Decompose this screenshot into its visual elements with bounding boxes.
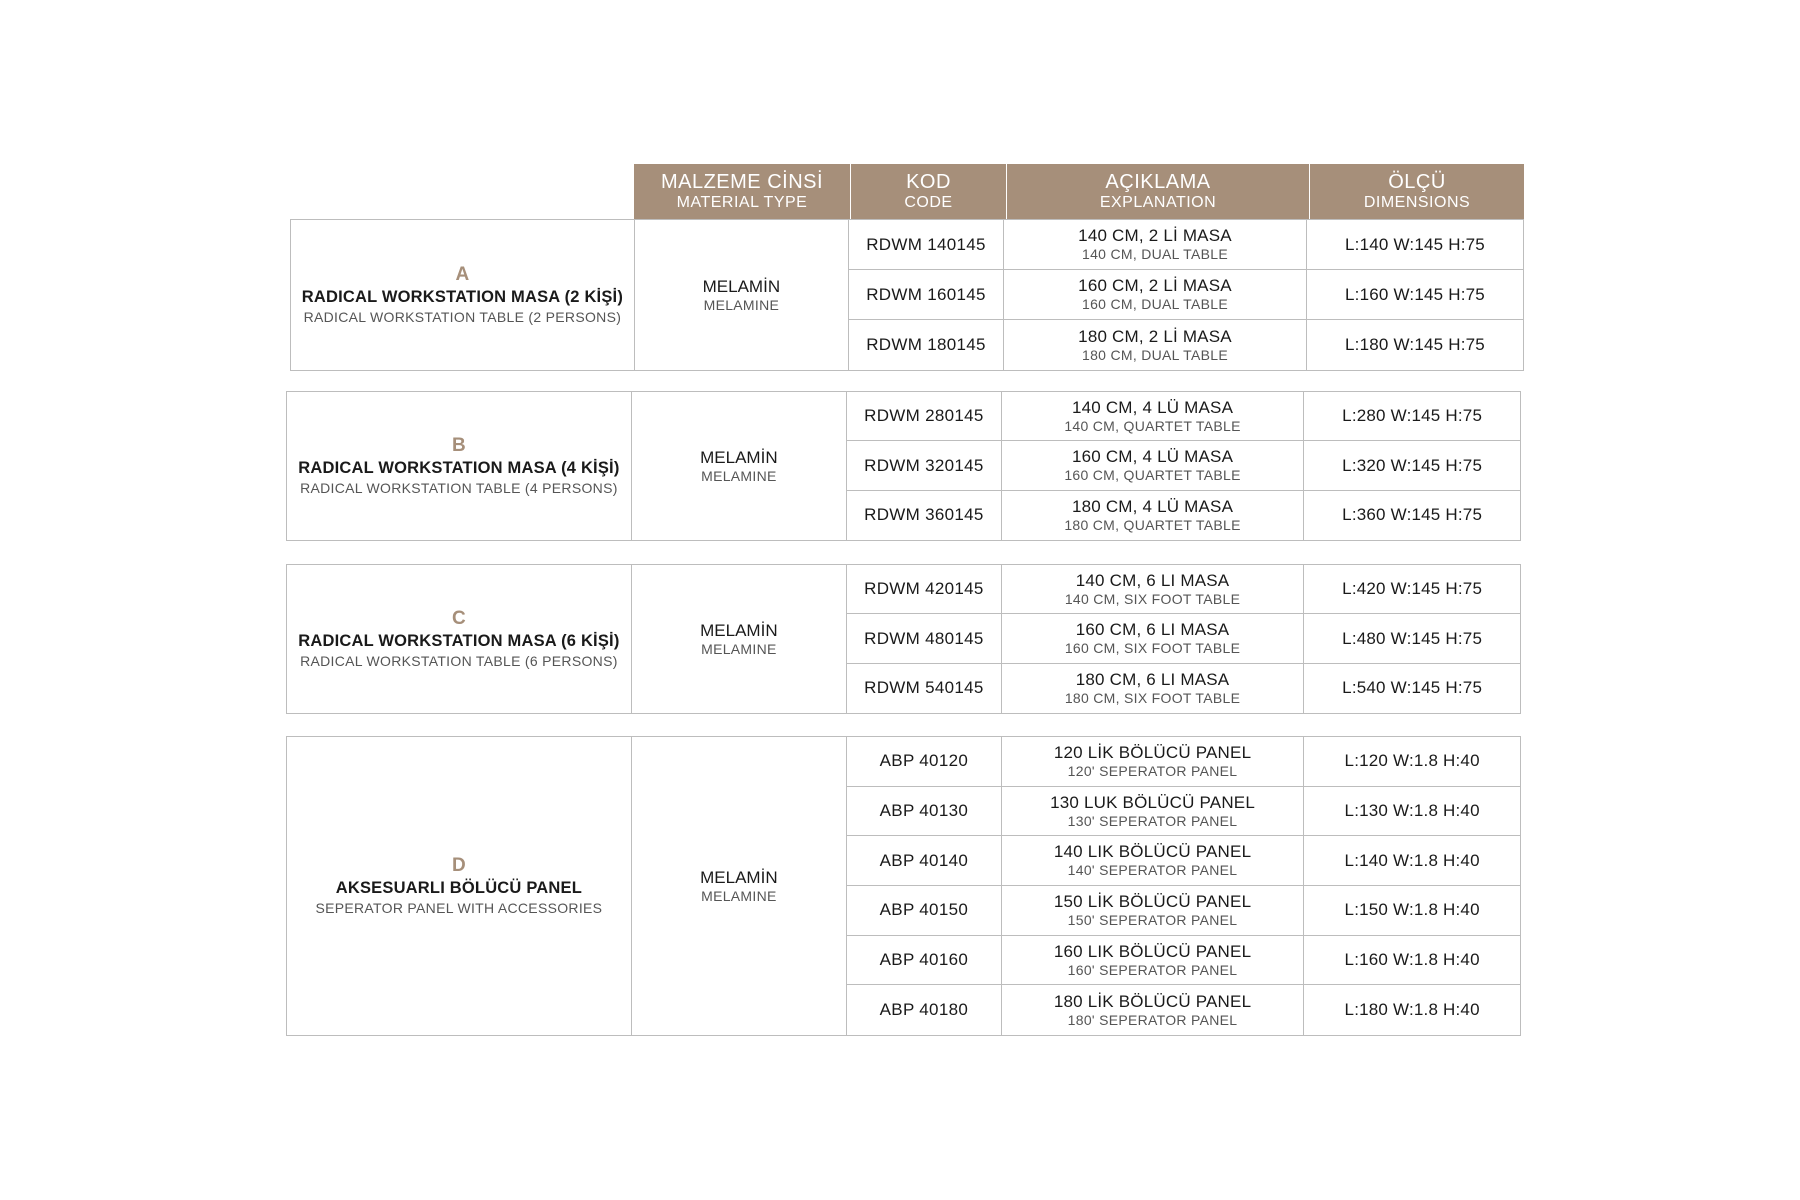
- header-explanation-tr: AÇIKLAMA: [1105, 170, 1211, 193]
- header-material-en: MATERIAL TYPE: [676, 193, 808, 211]
- material-en: MELAMINE: [703, 296, 780, 313]
- explanation-cell: [1004, 270, 1307, 319]
- code-cell: [847, 936, 1002, 985]
- dimension-cell: [1304, 787, 1520, 836]
- table-row: [847, 392, 1520, 441]
- table-header: [634, 164, 1524, 219]
- code-cell: [847, 392, 1002, 440]
- table-row: [847, 985, 1520, 1035]
- product-code: ABP 40180: [879, 1000, 969, 1020]
- table-row: [849, 270, 1523, 320]
- product-title: RADICAL WORKSTATION MASA (6 KİŞİ): [298, 632, 620, 650]
- dimension-cell: [1307, 270, 1523, 319]
- dimensions: L:150 W:1.8 H:40: [1344, 900, 1480, 920]
- dimensions: L:120 W:1.8 H:40: [1344, 751, 1480, 771]
- rows: [847, 565, 1520, 713]
- product-code: ABP 40130: [879, 801, 969, 820]
- product-code: RDWM 480145: [864, 628, 984, 648]
- product-subtitle: RADICAL WORKSTATION TABLE (6 PERSONS): [300, 653, 618, 669]
- dimensions: L:480 W:145 H:75: [1342, 628, 1483, 648]
- code-cell: [847, 664, 1002, 713]
- header-explanation-en: EXPLANATION: [1099, 193, 1217, 211]
- explanation-cell: [1002, 392, 1305, 440]
- product-cell: [287, 565, 632, 713]
- dimensions: L:540 W:145 H:75: [1342, 678, 1483, 698]
- product-code: RDWM 360145: [864, 505, 984, 525]
- product-cell: [291, 220, 635, 370]
- explanation-cell: [1002, 491, 1305, 540]
- material-cell: [635, 220, 849, 370]
- explanation-en: 160 CM, QUARTET TABLE: [1064, 467, 1241, 484]
- header-code-tr: KOD: [906, 170, 951, 193]
- dimensions: L:180 W:145 H:75: [1345, 335, 1485, 354]
- code-cell: [847, 886, 1002, 935]
- table-row: [849, 220, 1523, 270]
- explanation-en: 180 CM, QUARTET TABLE: [1064, 516, 1241, 533]
- group-letter: A: [455, 264, 470, 285]
- product-code: RDWM 320145: [864, 455, 984, 475]
- explanation-tr: 160 CM, 2 Lİ MASA: [1078, 276, 1232, 295]
- product-code: RDWM 420145: [864, 579, 984, 599]
- dimension-cell: [1304, 936, 1520, 985]
- product-cell: [287, 392, 632, 540]
- dimension-cell: [1304, 985, 1520, 1035]
- explanation-en: 160 CM, SIX FOOT TABLE: [1064, 640, 1241, 657]
- dimensions: L:140 W:1.8 H:40: [1344, 850, 1480, 870]
- material-tr: MELAMİN: [702, 276, 781, 296]
- product-code: ABP 40150: [879, 900, 969, 920]
- explanation-cell: [1002, 737, 1305, 786]
- table-row: [849, 320, 1523, 370]
- explanation-tr: 180 CM, 2 Lİ MASA: [1078, 326, 1232, 346]
- explanation-tr: 180 CM, 6 LI MASA: [1075, 669, 1230, 689]
- explanation-tr: 140 CM, 6 LI MASA: [1075, 570, 1230, 590]
- explanation-tr: 120 LİK BÖLÜCÜ PANEL: [1053, 742, 1252, 762]
- product-code: RDWM 180145: [866, 335, 986, 354]
- code-cell: [847, 836, 1002, 885]
- product-code: RDWM 140145: [866, 234, 986, 254]
- product-title: RADICAL WORKSTATION MASA (4 KİŞİ): [298, 459, 620, 477]
- explanation-cell: [1002, 836, 1305, 885]
- explanation-en: 180 CM, SIX FOOT TABLE: [1064, 689, 1241, 706]
- dimension-cell: [1304, 565, 1520, 613]
- product-code: ABP 40160: [879, 950, 969, 970]
- explanation-cell: [1002, 565, 1305, 613]
- explanation-tr: 140 LIK BÖLÜCÜ PANEL: [1053, 842, 1252, 862]
- product-code: RDWM 280145: [864, 406, 984, 426]
- dimension-cell: [1304, 491, 1520, 540]
- explanation-tr: 180 LİK BÖLÜCÜ PANEL: [1053, 991, 1252, 1011]
- explanation-tr: 150 LİK BÖLÜCÜ PANEL: [1053, 891, 1252, 911]
- group-letter: B: [452, 435, 466, 456]
- header-material-tr: MALZEME CİNSİ: [660, 170, 824, 193]
- product-subtitle: SEPERATOR PANEL WITH ACCESSORIES: [315, 900, 603, 916]
- product-subtitle: RADICAL WORKSTATION TABLE (2 PERSONS): [303, 309, 622, 325]
- table-row: [847, 441, 1520, 490]
- product-code: ABP 40140: [879, 850, 969, 870]
- explanation-cell: [1004, 220, 1307, 269]
- material-cell: [632, 392, 847, 540]
- code-cell: [849, 320, 1004, 370]
- product-code: ABP 40120: [879, 751, 969, 771]
- material-cell: [632, 737, 847, 1035]
- code-cell: [847, 737, 1002, 786]
- explanation-en: 180' SEPERATOR PANEL: [1067, 1011, 1238, 1028]
- product-group-d: [286, 736, 1521, 1036]
- code-cell: [847, 787, 1002, 836]
- header-dimensions: [1310, 164, 1524, 219]
- explanation-tr: 160 CM, 6 LI MASA: [1075, 620, 1230, 640]
- code-cell: [849, 270, 1004, 319]
- dimensions: L:320 W:145 H:75: [1342, 455, 1483, 475]
- table-row: [847, 836, 1520, 886]
- dimension-cell: [1304, 664, 1520, 713]
- explanation-tr: 140 CM, 2 Lİ MASA: [1078, 226, 1232, 245]
- explanation-cell: [1002, 664, 1305, 713]
- explanation-en: 140' SEPERATOR PANEL: [1067, 862, 1238, 879]
- material-tr: MELAMİN: [700, 447, 778, 467]
- table-row: [847, 936, 1520, 986]
- explanation-tr: 160 LIK BÖLÜCÜ PANEL: [1053, 941, 1252, 961]
- explanation-tr: 160 CM, 4 LÜ MASA: [1071, 447, 1234, 467]
- material-tr: MELAMİN: [700, 867, 778, 887]
- explanation-cell: [1002, 985, 1305, 1035]
- dimensions: L:160 W:145 H:75: [1345, 284, 1485, 304]
- dimension-cell: [1304, 441, 1520, 489]
- explanation-en: 140 CM, SIX FOOT TABLE: [1064, 590, 1241, 607]
- header-code: [851, 164, 1007, 219]
- explanation-cell: [1002, 441, 1305, 489]
- table-row: [847, 664, 1520, 713]
- header-material: [634, 164, 851, 219]
- dimension-cell: [1304, 614, 1520, 662]
- product-title: AKSESUARLI BÖLÜCÜ PANEL: [335, 879, 583, 897]
- dimensions: L:130 W:1.8 H:40: [1344, 801, 1480, 820]
- group-letter: C: [452, 608, 466, 629]
- material-cell: [632, 565, 847, 713]
- header-dimensions-tr: ÖLÇÜ: [1388, 170, 1446, 193]
- dimensions: L:420 W:145 H:75: [1342, 579, 1483, 599]
- dimensions: L:160 W:1.8 H:40: [1344, 950, 1480, 970]
- table-row: [847, 565, 1520, 614]
- table-row: [847, 491, 1520, 540]
- header-explanation: [1007, 164, 1310, 219]
- product-group-a: [290, 219, 1524, 371]
- explanation-tr: 130 LUK BÖLÜCÜ PANEL: [1050, 792, 1255, 812]
- explanation-en: 150' SEPERATOR PANEL: [1067, 911, 1238, 928]
- code-cell: [847, 565, 1002, 613]
- explanation-tr: 180 CM, 4 LÜ MASA: [1071, 496, 1234, 516]
- explanation-cell: [1002, 936, 1305, 985]
- dimension-cell: [1304, 836, 1520, 885]
- material-en: MELAMINE: [701, 467, 777, 484]
- code-cell: [847, 985, 1002, 1035]
- header-code-en: CODE: [904, 193, 953, 211]
- product-code: RDWM 160145: [866, 284, 986, 304]
- explanation-en: 180 CM, DUAL TABLE: [1082, 346, 1228, 363]
- product-subtitle: RADICAL WORKSTATION TABLE (4 PERSONS): [300, 480, 618, 496]
- dimensions: L:140 W:145 H:75: [1345, 234, 1485, 254]
- table-row: [847, 614, 1520, 663]
- dimensions: L:180 W:1.8 H:40: [1344, 1000, 1480, 1020]
- product-cell: [287, 737, 632, 1035]
- dimension-cell: [1304, 392, 1520, 440]
- explanation-en: 160 CM, DUAL TABLE: [1082, 296, 1228, 312]
- explanation-cell: [1002, 787, 1305, 836]
- explanation-tr: 140 CM, 4 LÜ MASA: [1071, 397, 1234, 417]
- code-cell: [847, 491, 1002, 540]
- code-cell: [847, 614, 1002, 662]
- explanation-en: 140 CM, QUARTET TABLE: [1064, 417, 1241, 434]
- rows: [849, 220, 1523, 370]
- explanation-en: 160' SEPERATOR PANEL: [1067, 961, 1238, 978]
- table-row: [847, 787, 1520, 837]
- dimension-cell: [1307, 220, 1523, 269]
- material-en: MELAMINE: [701, 640, 777, 657]
- material-en: MELAMINE: [701, 887, 777, 904]
- dimensions: L:360 W:145 H:75: [1342, 505, 1483, 525]
- explanation-en: 140 CM, DUAL TABLE: [1082, 246, 1228, 262]
- material-tr: MELAMİN: [700, 620, 778, 640]
- explanation-cell: [1002, 614, 1305, 662]
- explanation-cell: [1002, 886, 1305, 935]
- explanation-en: 130' SEPERATOR PANEL: [1067, 812, 1238, 829]
- table-row: [847, 886, 1520, 936]
- dimension-cell: [1307, 320, 1523, 370]
- product-code: RDWM 540145: [864, 678, 984, 698]
- product-group-b: [286, 391, 1521, 541]
- dimension-cell: [1304, 886, 1520, 935]
- group-letter: D: [452, 855, 466, 876]
- product-title: RADICAL WORKSTATION MASA (2 KİŞİ): [301, 288, 624, 306]
- explanation-en: 120' SEPERATOR PANEL: [1067, 762, 1238, 779]
- dimensions: L:280 W:145 H:75: [1342, 406, 1483, 426]
- code-cell: [847, 441, 1002, 489]
- header-dimensions-en: DIMENSIONS: [1363, 193, 1471, 211]
- table-row: [847, 737, 1520, 787]
- dimension-cell: [1304, 737, 1520, 786]
- rows: [847, 737, 1520, 1035]
- rows: [847, 392, 1520, 540]
- explanation-cell: [1004, 320, 1307, 370]
- code-cell: [849, 220, 1004, 269]
- product-group-c: [286, 564, 1521, 714]
